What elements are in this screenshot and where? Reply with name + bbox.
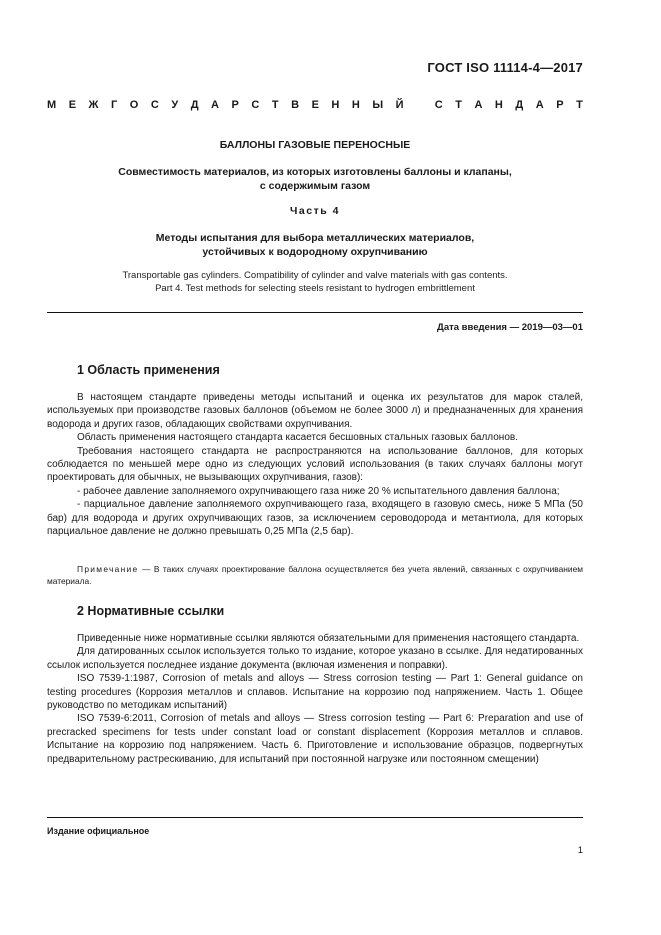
- heading-letter: Д: [515, 99, 524, 111]
- heading-letter: М: [47, 99, 57, 111]
- official-edition-label: Издание официальное: [47, 826, 150, 836]
- heading-letter: Т: [271, 99, 279, 111]
- heading-letter: Т: [455, 99, 462, 111]
- subtitle-line-1: Совместимость материалов, из которых изготовлены баллоны и клапаны,: [118, 166, 512, 178]
- note-text: — В таких случаях проектирование баллона осуществляется без учета явлений, связанных с охрупчиванием материала.: [47, 564, 583, 586]
- heading-letter: Е: [311, 99, 319, 111]
- paragraph: Для датированных ссылок используется только то издание, которое указано в ссылке. Для недатированных ссылок используется последнее издание документа (включая изменения и поправки).: [47, 646, 583, 671]
- heading-letter: Н: [494, 99, 503, 111]
- list-item: - рабочее давление заполняемого охрупчивающего газа ниже 20 % испытательного давления баллона;: [77, 485, 560, 497]
- paragraph: Требования настоящего стандарта не распространяются на использование баллонов, для которых соблюдается по меньшей мере одно из следующих условий использования (в таких случаях баллоны могут проектировать для обычных, не вызывающих охрупчивания, газов):: [47, 445, 583, 484]
- section-2-body: [47, 632, 583, 766]
- note-label: Примечание: [77, 564, 139, 574]
- list-item: - парциальное давление заполняемого охрупчивающего газа, входящего в газовую смесь, ниже 5 МПа (50 бар) для водорода и других охрупчивающих газов, за исключением сероводорода и метантиола, для которых парциальное давление не должно превышать 0,25 МПа (2,5 бар).: [47, 499, 583, 538]
- heading-letter: Ж: [88, 99, 99, 111]
- standard-code: ГОСТ ISO 11114-4—2017: [427, 60, 583, 75]
- heading-letter: О: [129, 99, 139, 111]
- section-1-body: [47, 391, 583, 538]
- section-2-title: 2 Нормативные ссылки: [77, 604, 225, 618]
- heading-letter: С: [150, 99, 159, 111]
- reference-item: ISO 7539-1:1987, Corrosion of metals and alloys — Stress corrosion testing — Part 1: General guidance on testing procedures (Коррозия металлов и сплавов. Испытание на коррозию под напряжением. Часть 1. Общее руководство по методикам испытаний): [47, 673, 583, 712]
- note: [47, 563, 583, 587]
- heading-letter: Е: [68, 99, 77, 111]
- paragraph: Область применения настоящего стандарта касается бесшовных стальных газовых баллонов.: [77, 432, 518, 444]
- reference-item: ISO 7539-6:2011, Corrosion of metals and alloys — Stress corrosion testing — Part 6: Preparation and use of precracked specimens for tests under constant load or constant displacement (Коррозия металлов и сплавов. Испытание на коррозию под напряжением. Часть 6. Приготовление и использование образцов, подвергнутых предварительному растрескиванию, для испытаний при постоянной нагрузке или постоянном смещении): [47, 713, 583, 765]
- heading-letter: Н: [331, 99, 340, 111]
- english-title: [47, 269, 583, 295]
- document-subtitle: [47, 165, 583, 193]
- heading-letter: Р: [231, 99, 239, 111]
- heading-letter: В: [291, 99, 300, 111]
- english-title-line-2: Part 4. Test methods for selecting steels resistant to hydrogen embrittlement: [155, 283, 475, 294]
- heading-letter: Ы: [372, 99, 384, 111]
- heading-letter: Й: [395, 99, 404, 111]
- word-gap: [416, 99, 422, 111]
- subtitle-line-2: с содержимым газом: [259, 180, 371, 192]
- heading-letter: Т: [576, 99, 583, 111]
- title-divider: [47, 312, 583, 313]
- heading-letter: А: [474, 99, 483, 111]
- interstate-standard-heading: [47, 99, 583, 111]
- heading-letter: Р: [556, 99, 564, 111]
- page-number: 1: [577, 845, 583, 856]
- heading-letter: С: [434, 99, 443, 111]
- english-title-line-1: Transportable gas cylinders. Compatibility of cylinder and valve materials with gas contents.: [122, 270, 508, 281]
- heading-letter: Н: [351, 99, 360, 111]
- heading-letter: У: [171, 99, 179, 111]
- paragraph: В настоящем стандарте приведены методы испытаний и оценка их результатов для марок сталей, используемых при производстве газовых баллонов (объемом не более 3000 л) и предназначенных для хранения водорода и других газов, обладающих свойствами охрупчивания.: [47, 392, 583, 430]
- document-title: БАЛЛОНЫ ГАЗОВЫЕ ПЕРЕНОСНЫЕ: [219, 139, 411, 151]
- part-title-line-2: устойчивых к водородному охрупчиванию: [202, 246, 428, 258]
- heading-letter: А: [211, 99, 219, 111]
- part-label: Часть 4: [290, 205, 340, 217]
- footer-divider: [47, 817, 583, 818]
- part-title-line-1: Методы испытания для выбора металлических материалов,: [155, 232, 475, 244]
- section-1-title: 1 Область применения: [77, 363, 220, 377]
- heading-letter: Д: [190, 99, 199, 111]
- heading-letter: С: [251, 99, 260, 111]
- introduction-date: Дата введения — 2019—03—01: [437, 322, 583, 333]
- paragraph: Приведенные ниже нормативные ссылки являются обязательными для применения настоящего стандарта.: [77, 633, 580, 644]
- heading-letter: А: [535, 99, 544, 111]
- heading-letter: Г: [111, 99, 118, 111]
- part-title: [47, 231, 583, 259]
